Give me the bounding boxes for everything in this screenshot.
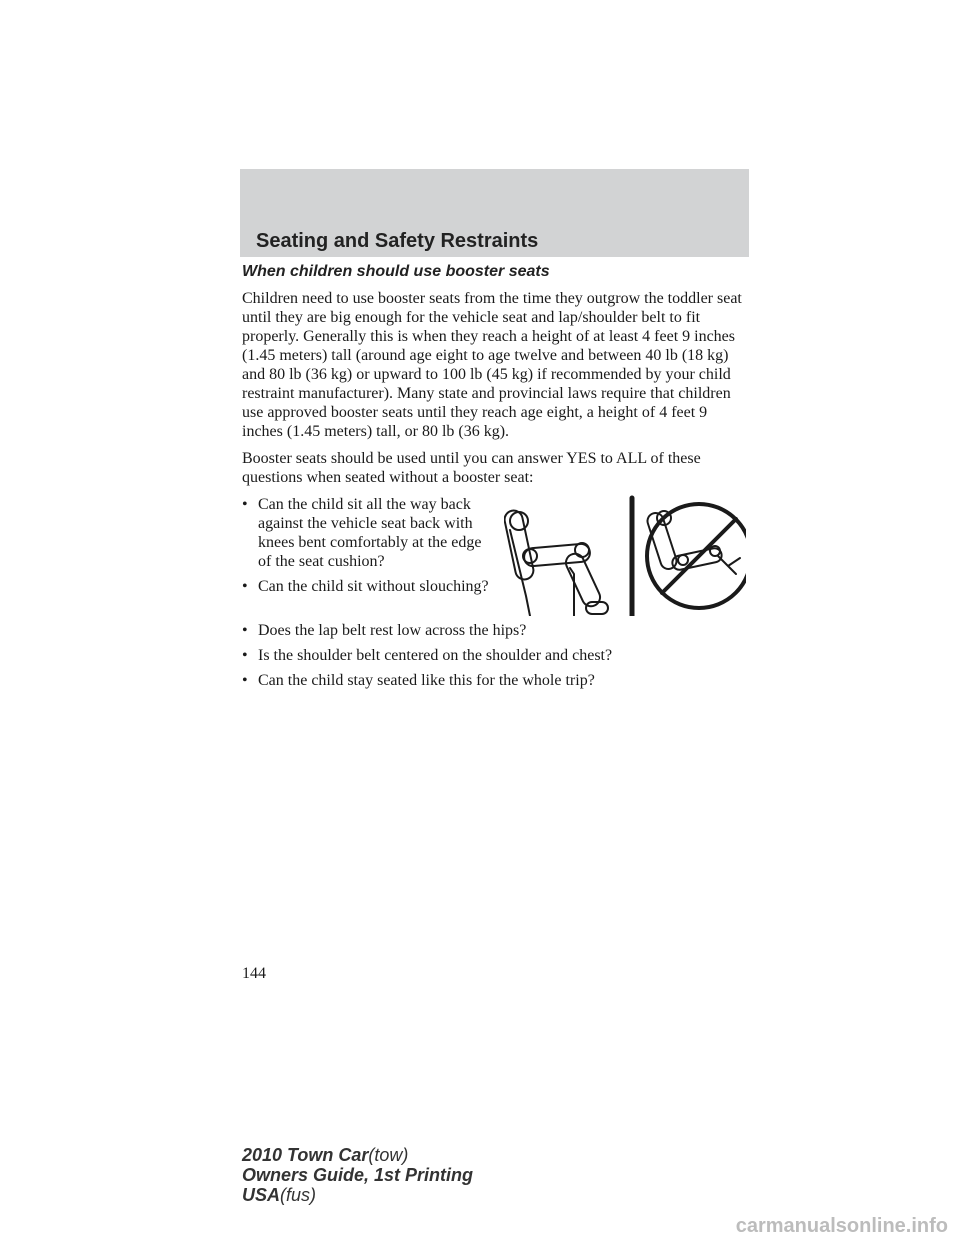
bullet-item [242, 646, 749, 665]
bullet-item [242, 577, 497, 596]
page-content [242, 263, 749, 689]
watermark: carmanualsonline.info [735, 1215, 948, 1237]
bullet-item [242, 495, 497, 571]
bullet-dot: • [242, 622, 248, 639]
footer-model-code: (tow) [368, 1145, 409, 1165]
subheading: When children should use booster seats [242, 263, 550, 280]
child-shin-icon [563, 551, 603, 609]
page-number: 144 [242, 965, 266, 982]
bullet-text: Can the child stay seated like this for the whole trip? [258, 672, 595, 689]
bullet-dot: • [242, 672, 248, 689]
paragraph-questions: Booster seats should be used until you can answer YES to ALL of these questions when seated without a booster seat: [242, 450, 701, 486]
bullet-dot: • [242, 496, 248, 513]
bullet-text: Is the shoulder belt centered on the shoulder and chest? [258, 647, 613, 664]
footer-region-code: (fus) [280, 1185, 317, 1205]
booster-seat-illustration [504, 488, 746, 616]
bullet-text: Can the child sit without slouching? [258, 578, 489, 595]
footer-line-region [242, 1185, 473, 1205]
bullet-text: Can the child sit all the way back against the vehicle seat back with knees bent comfortably at the edge of the seat cushion? [258, 496, 482, 570]
bullet-item [242, 621, 749, 640]
document-footer [242, 1145, 473, 1205]
bullet-dot: • [242, 647, 248, 664]
section-title: Seating and Safety Restraints [256, 230, 539, 252]
paragraph-intro: Children need to use booster seats from the time they outgrow the toddler seat until they are big enough for the vehicle seat and lap/shoulder belt to fit properly. Generally this is when they reach a height of at least 4 feet 9 inches (1.45 meters) tall (around age eight to age twelve and between 40 lb (18 kg) and 80 lb (36 kg) or upward to 100 lb (45 kg) if recommended by your child restraint manufacturer). Many state and provincial laws require that children use approved booster seats until they reach age eight, a height of 4 feet 9 inches (1.45 meters) tall, or 80 lb (36 kg). [242, 290, 742, 440]
bullet-dot: • [242, 578, 248, 595]
bullet-list-top [242, 495, 497, 602]
footer-model: 2010 Town Car [242, 1145, 369, 1165]
prohibition-slash-icon [662, 519, 736, 593]
bullet-item [242, 671, 749, 690]
footer-region: USA [242, 1185, 281, 1205]
bullet-text: Does the lap belt rest low across the hips? [258, 622, 527, 639]
section-header-band [240, 169, 749, 257]
footer-printing: Owners Guide, 1st Printing [242, 1165, 474, 1185]
bullet-list-bottom [242, 621, 749, 696]
footer-line-model [242, 1145, 473, 1165]
